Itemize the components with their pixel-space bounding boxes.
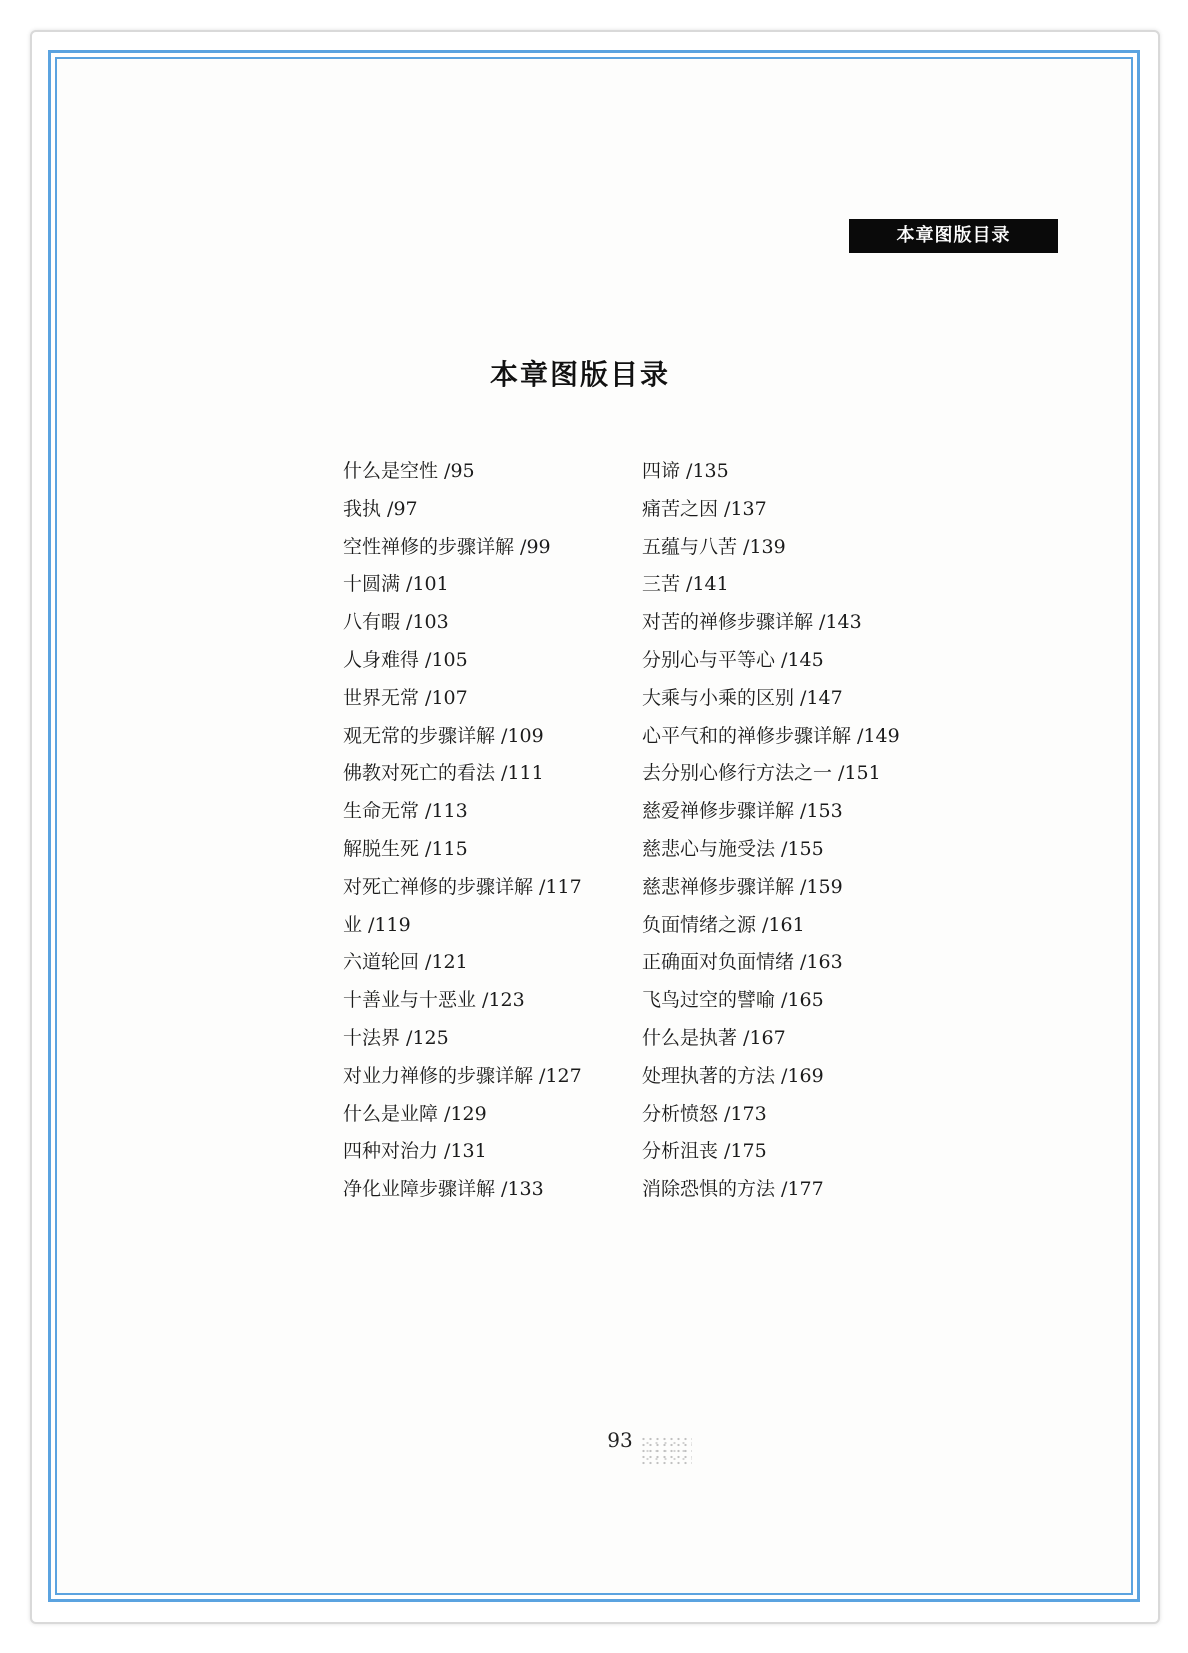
toc-entry: 三苦 /141 (642, 573, 729, 596)
toc-entry: 十善业与十恶业 /123 (343, 989, 525, 1012)
toc-entry: 正确面对负面情绪 /163 (642, 951, 843, 974)
toc-entry: 消除恐惧的方法 /177 (642, 1178, 824, 1201)
toc-entry: 慈爱禅修步骤详解 /153 (642, 800, 843, 823)
toc-entry: 佛教对死亡的看法 /111 (343, 762, 544, 785)
toc-entry: 空性禅修的步骤详解 /99 (343, 535, 551, 558)
toc-entry: 解脱生死 /115 (343, 837, 468, 860)
toc-entry: 去分别心修行方法之一 /151 (642, 762, 881, 785)
toc-entry: 四谛 /135 (642, 460, 729, 482)
toc-entry: 对业力禅修的步骤详解 /127 (343, 1064, 582, 1087)
toc-entry: 大乘与小乘的区别 /147 (642, 686, 843, 709)
toc-entry: 心平气和的禅修步骤详解 /149 (642, 724, 900, 747)
toc-entry: 净化业障步骤详解 /133 (343, 1178, 544, 1201)
toc-entry: 分别心与平等心 /145 (642, 648, 824, 671)
toc-entry: 什么是业障 /129 (343, 1102, 487, 1125)
toc-entry: 处理执著的方法 /169 (642, 1064, 824, 1087)
toc-entry: 生命无常 /113 (343, 800, 468, 823)
toc-entry: 世界无常 /107 (343, 686, 468, 709)
toc-left-column (343, 453, 582, 1209)
toc-right-column (642, 453, 900, 1209)
toc-entry: 四种对治力 /131 (343, 1140, 487, 1163)
toc-entry: 十圆满 /101 (343, 573, 449, 596)
toc-entry: 六道轮回 /121 (343, 951, 468, 974)
toc-entry: 人身难得 /105 (343, 648, 468, 671)
toc-entry: 慈悲禅修步骤详解 /159 (642, 875, 843, 898)
toc-entry: 分析沮丧 /175 (642, 1140, 767, 1163)
scan-speckle-decoration (640, 1436, 692, 1466)
toc-entry: 业 /119 (343, 913, 411, 936)
toc-entry: 对死亡禅修的步骤详解 /117 (343, 875, 582, 898)
toc-entry: 什么是执著 /167 (642, 1026, 786, 1049)
chapter-header-tag: 本章图版目录 (849, 219, 1058, 253)
page-title: 本章图版目录 (489, 358, 670, 391)
toc-entry: 我执 /97 (343, 497, 418, 520)
toc-entry: 观无常的步骤详解 /109 (343, 724, 544, 747)
toc-entry: 痛苦之因 /137 (642, 497, 767, 520)
toc-entry: 什么是空性 /95 (343, 460, 475, 482)
toc-entry: 慈悲心与施受法 /155 (642, 837, 824, 860)
toc-entry: 五蕴与八苦 /139 (642, 535, 786, 558)
toc-entry: 八有暇 /103 (343, 611, 449, 634)
toc-entry: 对苦的禅修步骤详解 /143 (642, 611, 862, 634)
page-border-inner (55, 57, 1133, 1595)
toc-entry: 飞鸟过空的譬喻 /165 (642, 989, 824, 1012)
toc-entry: 负面情绪之源 /161 (642, 913, 805, 936)
page-number: 93 (607, 1428, 633, 1452)
toc-entry: 十法界 /125 (343, 1026, 449, 1049)
toc-entry: 分析愤怒 /173 (642, 1102, 767, 1125)
